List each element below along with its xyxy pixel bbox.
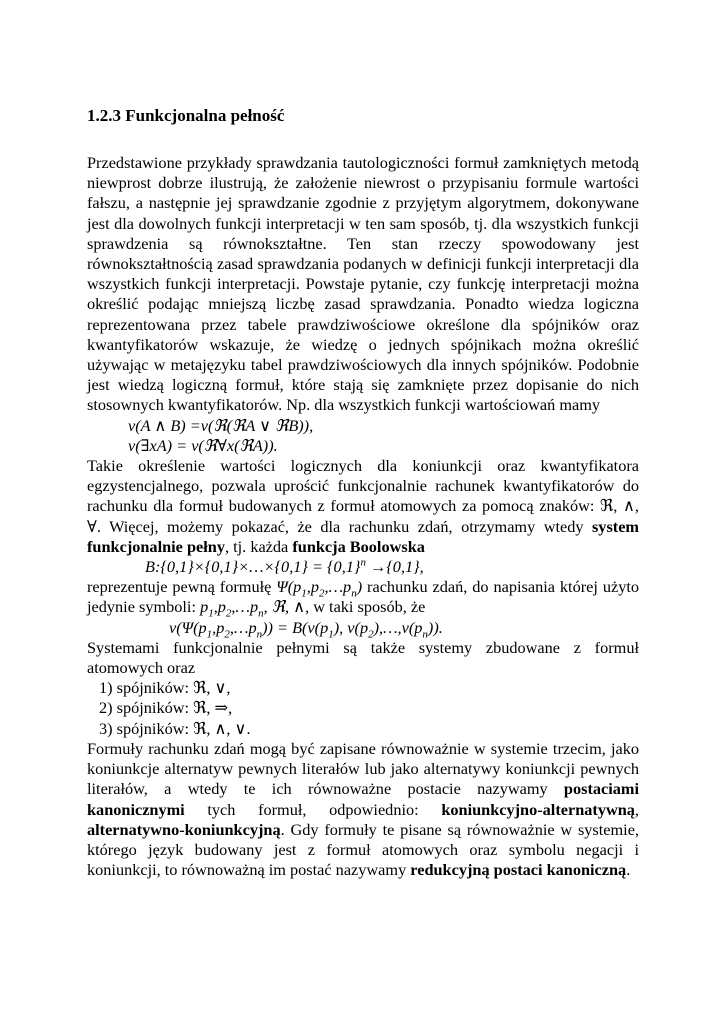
document-page	[87, 106, 639, 880]
formula-conjunction: v(A ∧ B) =v(ℜ(ℜA ∨ ℜB)),	[128, 415, 314, 435]
paragraph-intro: Przedstawione przykłady sprawdzania tautologiczności formuł zamkniętych metodą niewprost dobrze ilustrują, że założenie niewrost o przypisaniu formule wartości fałszu, a następnie jej sprawdzanie zgodnie z przyjętym algorytmem, dokonywane jest dla dowolnych funkcji interpretacji w ten sam sposób, tj. dla wszystkich funkcji sprawdzenia są równokształtne. Ten stan rzeczy spowodowany jest równokształtnością zasad sprawdzania podanych w definicji funkcji interpretacji dla wszystkich funkcji interpretacji. Powstaje pytanie, czy funkcję interpretacji można określić podając mniejszą liczbę zasad sprawdzania. Ponadto wiedza logiczna reprezentowana przez tabele prawdziwościowe określone dla spójników oraz kwantyfikatorów wskazuje, że wiedzę o jednych spójnikach można określić używając w metajęzyku tabel prawdziwościowych dla innych spójników. Podobnie jest wiedzą logiczną formuł, które stają się zamknięte przez dopisanie do nich stosownych kwantyfikatorów. Np. dla wszystkich funkcji wartościowań mamy	[87, 153, 639, 415]
section-heading: 1.2.3 Funkcjonalna pełność	[87, 106, 285, 125]
paragraph-systems: Systemami funkcjonalnie pełnymi są także systemy zbudowane z formuł atomowych oraz	[87, 637, 639, 678]
paragraph-representation: reprezentuje pewną formułę $\Psi(p_1,p_2,\dots p_n)$ rachunku zdań, do napisania której użyto jedynie symboli: $p_1,p_2,\dots p_n$, ℜ, ∧, w taki sposób, że	[87, 577, 639, 620]
paragraph-functional-completeness: Takie określenie wartości logicznych dla koniunkcji oraz kwantyfikatora egzystencjalnego, pozwala uprościć funkcjonalnie rachunek kwantyfikatorów do rachunku dla formuł budowanych z formuł atomowych za pomocą znaków: ℜ, ∧, ∀. Więcej, możemy pokazać, że dla rachunku zdań, otrzymamy wtedy system funkcjonalnie pełny, tj. każda funkcja Boolowska	[87, 456, 639, 556]
formula-valuation: $v(\Psi(p_1,p_2,\dots p_n)) = B(v(p_1)$, $v(p_2),\dots,v(p_n)$).	[169, 617, 443, 640]
bold-term-system: system funkcjonalnie pełny	[87, 516, 639, 556]
paragraph-canonical-forms: Formuły rachunku zdań mogą być zapisane równoważnie w systemie trzecim, jako koniunkcje alternatyw pewnych literałów lub jako alternatywy koniunkcji pewnych literałów, a wtedy te ich równoważne postacie nazywamy postaciami kanonicznymi tych formuł, odpowiednio: koniunkcyjno-alternatywną, alternatywno-koniunkcyjną. Gdy formuły te pisane są równoważnie w systemie, którego język budowany jest z formuł atomowych oraz symbolu negacji i koniunkcji, to równoważną im postać nazywamy redukcyjną postaci kanoniczną.	[87, 738, 639, 880]
formula-existential: v(∃xA) = v(ℜ∀x(ℜA)).	[128, 435, 278, 455]
list-item: 3) spójników: ℜ, ∧, ∨.	[99, 718, 251, 738]
bold-term-boolean: funkcja Boolowska	[292, 536, 425, 556]
formula-boolean-function: B:{0,1}×{0,1}×…×{0,1} = $\{0,1\}^n \to\{0,1\}$,	[145, 556, 424, 577]
list-item: 1) spójników: ℜ, ∨,	[99, 678, 231, 698]
list-item: 2) spójników: ℜ, ⇒,	[99, 698, 233, 718]
connectives-list	[87, 678, 639, 739]
